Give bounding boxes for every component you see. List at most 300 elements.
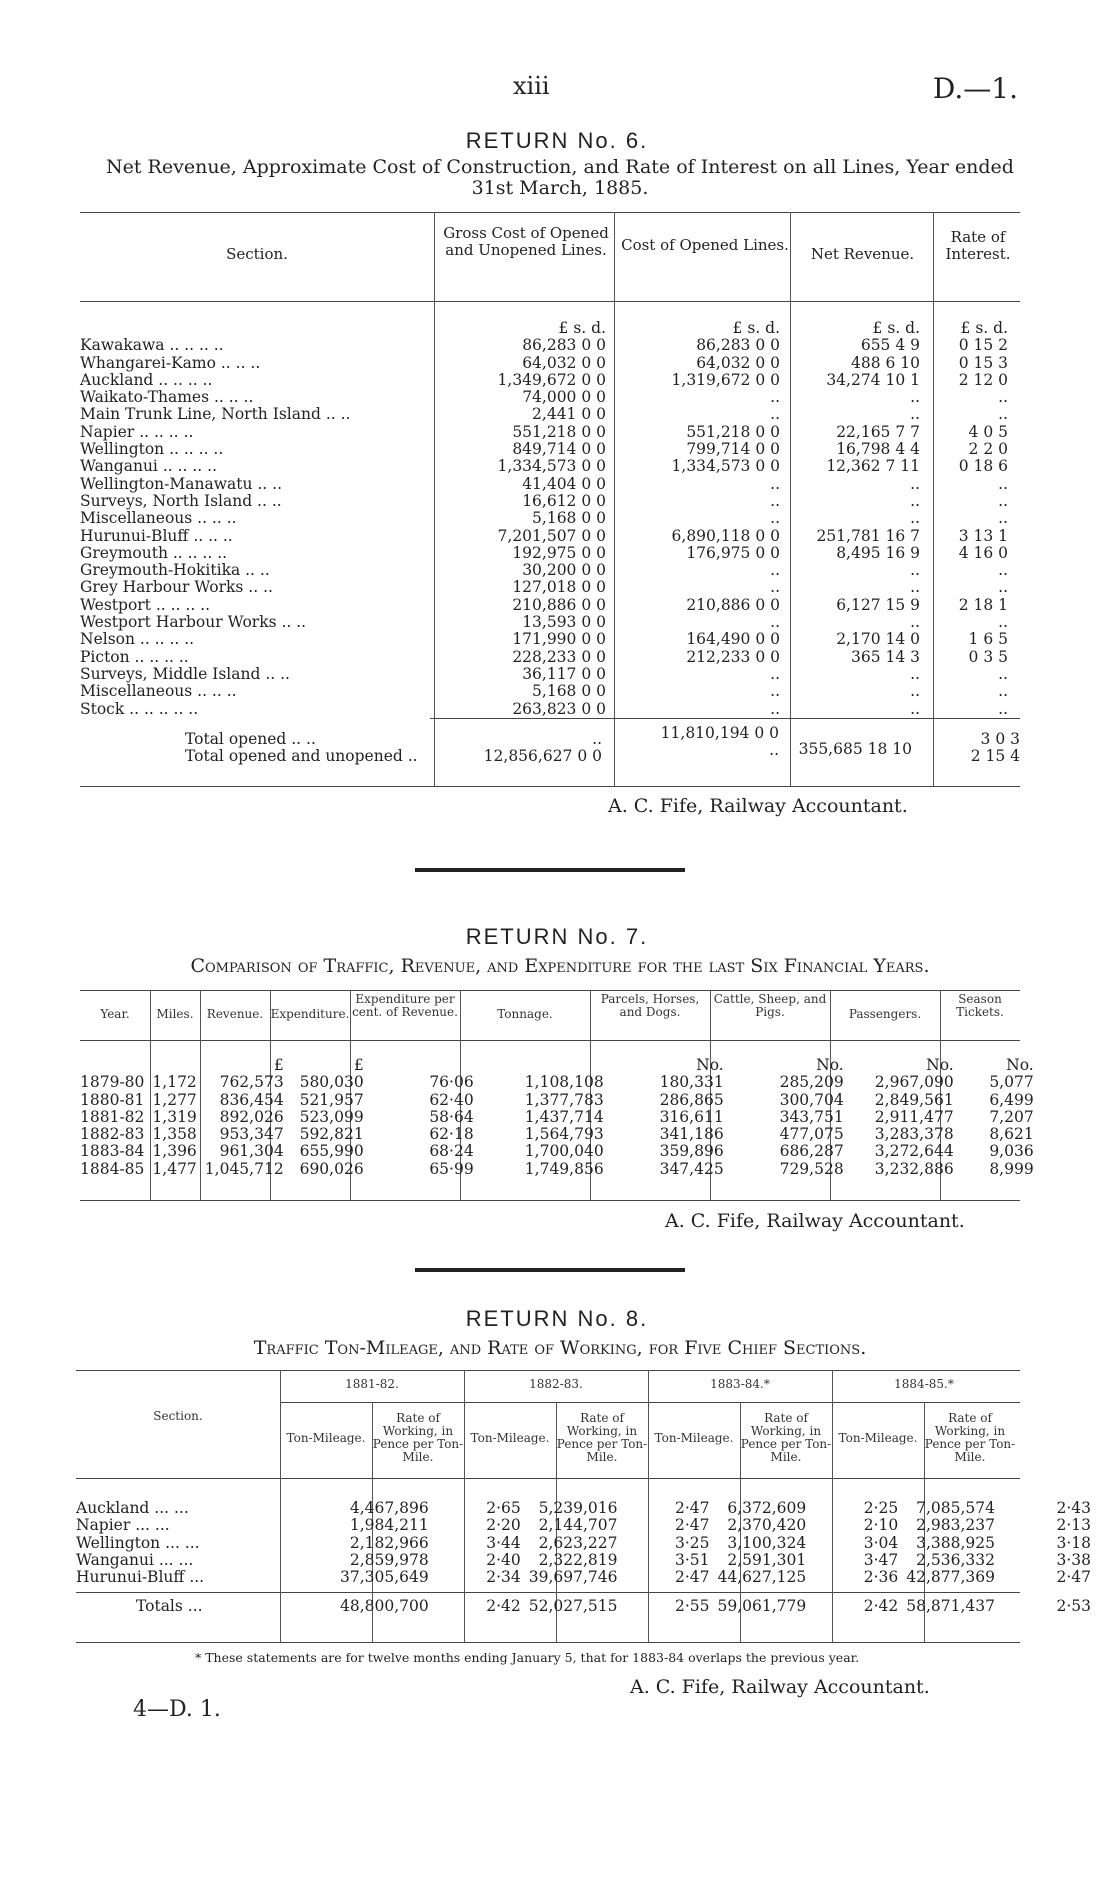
column-header: Ton-Mileage. bbox=[286, 1431, 366, 1445]
table-row bbox=[80, 406, 1008, 423]
table-cell: 2·42 bbox=[486, 1597, 521, 1616]
table-cell: 127,018 0 0 bbox=[512, 578, 606, 597]
table-cell: 1880-81 bbox=[80, 1090, 145, 1109]
return8-title: Traffic Ton-Mileage, and Rate of Working, for Five Chief Sections. bbox=[253, 1337, 867, 1359]
column-header: Rate of Working, in Pence per Ton-Mile. bbox=[372, 1411, 464, 1464]
table-cell: 2·13 bbox=[1056, 1516, 1091, 1535]
table-cell: 74,000 0 0 bbox=[522, 388, 606, 407]
unit-net: £ s. d. bbox=[872, 319, 920, 337]
table-cell: No. bbox=[926, 1056, 954, 1074]
table-cell: .. bbox=[910, 682, 920, 701]
table-cell: 488 6 10 bbox=[850, 353, 920, 372]
table-cell: .. bbox=[998, 682, 1008, 701]
table-cell: 39,697,746 bbox=[528, 1568, 618, 1587]
table-row bbox=[80, 389, 1008, 406]
table-cell: 2·10 bbox=[863, 1516, 899, 1535]
table-cell: .. bbox=[998, 388, 1008, 407]
table-cell: 2,591,301 bbox=[727, 1550, 807, 1569]
column-header: Rate of Working, in Pence per Ton-Mile. bbox=[924, 1411, 1016, 1464]
table-cell: 3,272,644 bbox=[874, 1142, 954, 1161]
section-name: Auckland .. .. .. .. bbox=[80, 370, 213, 389]
table-cell: 2,859,978 bbox=[349, 1550, 429, 1569]
units-row bbox=[80, 1057, 1042, 1074]
table-row bbox=[80, 441, 1008, 458]
table-cell: 41,404 0 0 bbox=[522, 474, 606, 493]
table-cell: 343,751 bbox=[779, 1107, 844, 1126]
table-cell: 2 2 0 bbox=[968, 440, 1008, 459]
unit-gross: £ s. d. bbox=[558, 319, 606, 337]
table-row bbox=[80, 424, 1008, 441]
table-cell: 799,714 0 0 bbox=[686, 440, 780, 459]
table-cell: 86,283 0 0 bbox=[696, 336, 780, 355]
table-cell: 64,032 0 0 bbox=[696, 353, 780, 372]
table-cell: 359,896 bbox=[659, 1142, 724, 1161]
table-row bbox=[80, 649, 1008, 666]
section-name: Westport .. .. .. .. bbox=[80, 595, 211, 614]
table-cell: Hurunui-Bluff ... bbox=[76, 1568, 205, 1587]
table-cell: 4,467,896 bbox=[349, 1499, 429, 1517]
table-cell: .. bbox=[998, 561, 1008, 580]
header-gross-cost: Gross Cost of Opened and Unopened Lines. bbox=[443, 224, 609, 259]
total-all-label: Total opened and unopened .. bbox=[185, 747, 418, 766]
table-cell: .. bbox=[910, 561, 920, 580]
table-cell: 8,621 bbox=[989, 1125, 1034, 1144]
return6-signature: A. C. Fife, Railway Accountant. bbox=[608, 795, 908, 817]
table-cell: Wanganui ... ... bbox=[76, 1550, 194, 1569]
return8-heading: RETURN No. 8. bbox=[465, 1306, 649, 1331]
table-cell: 228,233 0 0 bbox=[512, 647, 606, 666]
table-cell: 316,611 bbox=[659, 1107, 724, 1126]
table-cell: 2,170 14 0 bbox=[836, 630, 920, 649]
table-cell bbox=[482, 1057, 612, 1074]
column-header: Ton-Mileage. bbox=[654, 1431, 734, 1445]
table-row bbox=[76, 1500, 1099, 1517]
table-cell: .. bbox=[770, 561, 780, 580]
unit-cost: £ s. d. bbox=[732, 319, 780, 337]
return7-heading: RETURN No. 7. bbox=[465, 924, 649, 949]
table-cell: 5,168 0 0 bbox=[532, 682, 606, 701]
table-cell: 171,990 0 0 bbox=[512, 630, 606, 649]
table-cell: Auckland ... ... bbox=[76, 1499, 189, 1517]
section-name: Nelson .. .. .. .. bbox=[80, 630, 195, 649]
table-cell: 523,099 bbox=[299, 1107, 364, 1126]
table-cell: 13,593 0 0 bbox=[522, 613, 606, 632]
table-row bbox=[80, 579, 1008, 596]
table-cell: 34,274 10 1 bbox=[826, 370, 920, 389]
header-net-revenue: Net Revenue. bbox=[810, 245, 915, 263]
year-header: 1883-84.* bbox=[710, 1377, 770, 1391]
table-row bbox=[80, 545, 1008, 562]
column-header: Ton-Mileage. bbox=[838, 1431, 918, 1445]
table-cell: Wellington ... ... bbox=[76, 1533, 200, 1552]
table-cell: 44,627,125 bbox=[717, 1568, 807, 1587]
table-cell: 0 15 3 bbox=[958, 353, 1008, 372]
table-cell: 2·36 bbox=[863, 1568, 899, 1587]
table-cell: .. bbox=[998, 491, 1008, 510]
table-cell: 2·25 bbox=[863, 1499, 899, 1517]
table-cell: .. bbox=[998, 578, 1008, 597]
table-cell: .. bbox=[770, 682, 780, 701]
table-cell: .. bbox=[770, 664, 780, 683]
total-opened-label: Total opened .. .. bbox=[185, 730, 316, 748]
table-cell: 1,108,108 bbox=[524, 1073, 604, 1092]
section-name: Surveys, North Island .. .. bbox=[80, 491, 282, 510]
table-cell: 37,305,649 bbox=[340, 1568, 429, 1587]
table-cell: 52,027,515 bbox=[528, 1597, 618, 1616]
table-cell: .. bbox=[770, 613, 780, 632]
table-cell: 1,984,211 bbox=[349, 1516, 429, 1535]
table-cell: 477,075 bbox=[779, 1125, 844, 1144]
section-name: Greymouth .. .. .. .. bbox=[80, 543, 228, 562]
table-cell: 3·38 bbox=[1056, 1550, 1091, 1569]
table-cell: 1,437,714 bbox=[524, 1107, 604, 1126]
section-name: Main Trunk Line, North Island .. .. bbox=[80, 405, 351, 424]
table-cell: .. bbox=[998, 474, 1008, 493]
table-cell: 58,871,437 bbox=[906, 1597, 995, 1616]
table-cell: .. bbox=[770, 474, 780, 493]
section-name: Surveys, Middle Island .. .. bbox=[80, 664, 290, 683]
table-cell: 176,975 0 0 bbox=[686, 543, 780, 562]
table-cell: 2,623,227 bbox=[538, 1533, 618, 1552]
table-row bbox=[80, 614, 1008, 631]
table-cell: 1,564,793 bbox=[524, 1125, 604, 1144]
table-cell: .. bbox=[998, 664, 1008, 683]
table-cell: 58·64 bbox=[429, 1107, 474, 1126]
year-header: 1881-82. bbox=[345, 1377, 399, 1391]
table-cell: 1,277 bbox=[152, 1090, 197, 1109]
column-header: Ton-Mileage. bbox=[470, 1431, 550, 1445]
table-cell: 16,612 0 0 bbox=[522, 491, 606, 510]
table-cell: .. bbox=[998, 613, 1008, 632]
table-cell: 3·18 bbox=[1056, 1533, 1091, 1552]
table-cell: £ bbox=[353, 1056, 364, 1074]
table-cell: 9,036 bbox=[989, 1142, 1034, 1161]
table-cell: 892,026 bbox=[219, 1107, 284, 1126]
table-cell: .. bbox=[770, 699, 780, 718]
table-cell: 1,334,573 0 0 bbox=[671, 457, 780, 476]
table-cell: .. bbox=[770, 578, 780, 597]
table-row bbox=[80, 493, 1008, 510]
total-gross-all: 12,856,627 0 0 bbox=[483, 747, 602, 766]
table-cell: .. bbox=[910, 699, 920, 718]
table-cell: Napier ... ... bbox=[76, 1516, 170, 1535]
table-cell: 836,454 bbox=[219, 1090, 284, 1109]
table-cell: 0 3 5 bbox=[968, 647, 1008, 666]
table-cell: 64,032 0 0 bbox=[522, 353, 606, 372]
table-row bbox=[76, 1535, 1099, 1552]
table-row bbox=[80, 458, 1008, 475]
table-cell: 729,528 bbox=[779, 1159, 844, 1178]
table-cell: 6,890,118 0 0 bbox=[671, 526, 780, 545]
table-cell: 2·40 bbox=[486, 1550, 521, 1569]
table-cell: 3·44 bbox=[486, 1533, 521, 1552]
table-cell: 2,322,819 bbox=[538, 1550, 618, 1569]
year-header: 1882-83. bbox=[529, 1377, 583, 1391]
table-cell: 1,349,672 0 0 bbox=[497, 370, 606, 389]
table-row bbox=[80, 476, 1008, 493]
table-cell: 4 0 5 bbox=[968, 422, 1008, 441]
table-cell: 59,061,779 bbox=[717, 1597, 807, 1616]
table-cell: 1,319,672 0 0 bbox=[671, 370, 780, 389]
total-net-revenue: 355,685 18 10 bbox=[798, 740, 912, 758]
table-cell: .. bbox=[910, 491, 920, 510]
section-name: Wellington .. .. .. .. bbox=[80, 440, 224, 459]
table-cell: 3·25 bbox=[674, 1533, 710, 1552]
table-cell: 686,287 bbox=[779, 1142, 844, 1161]
table-cell: 2,144,707 bbox=[538, 1516, 618, 1535]
table-cell: 2,441 0 0 bbox=[532, 405, 606, 424]
table-cell: 341,186 bbox=[659, 1125, 724, 1144]
table-row bbox=[80, 701, 1008, 718]
table-cell: 65·99 bbox=[429, 1159, 474, 1178]
total-rate-opened: 3 0 3 bbox=[980, 730, 1020, 748]
table-cell: 7,201,507 0 0 bbox=[497, 526, 606, 545]
table-cell: 210,886 0 0 bbox=[512, 595, 606, 614]
table-cell: 251,781 16 7 bbox=[816, 526, 920, 545]
table-cell: 2·55 bbox=[674, 1597, 710, 1616]
table-cell: 42,877,369 bbox=[906, 1568, 995, 1587]
table-cell: 7,207 bbox=[989, 1107, 1034, 1126]
table-cell: 8,999 bbox=[989, 1159, 1034, 1178]
table-row bbox=[80, 1092, 1042, 1109]
column-header: Expenditure. bbox=[270, 1007, 350, 1021]
table-cell: 2,911,477 bbox=[874, 1107, 954, 1126]
total-cost-opened: 11,810,194 0 0 bbox=[660, 724, 779, 742]
table-row bbox=[80, 372, 1008, 389]
section-name: Waikato-Thames .. .. .. bbox=[80, 388, 254, 407]
table-cell: 3,283,378 bbox=[874, 1125, 954, 1144]
table-cell: .. bbox=[910, 474, 920, 493]
table-cell: 2 12 0 bbox=[958, 370, 1008, 389]
table-cell: 2·42 bbox=[863, 1597, 899, 1616]
table-cell: 2,983,237 bbox=[916, 1516, 995, 1535]
table-cell: 521,957 bbox=[299, 1090, 364, 1109]
table-cell: 592,821 bbox=[299, 1125, 364, 1144]
table-cell: 1,045,712 bbox=[204, 1159, 284, 1178]
table-cell: 1882-83 bbox=[80, 1125, 145, 1144]
return6-table bbox=[80, 320, 1008, 718]
table-row bbox=[80, 1074, 1042, 1091]
table-cell: 164,490 0 0 bbox=[686, 630, 780, 649]
table-cell: 2,370,420 bbox=[727, 1516, 807, 1535]
table-cell: .. bbox=[998, 509, 1008, 528]
column-header: Expenditure per cent. of Revenue. bbox=[352, 992, 458, 1019]
header-rate: Rate of Interest. bbox=[945, 228, 1011, 263]
table-cell: 3·04 bbox=[863, 1533, 899, 1552]
totals-row bbox=[76, 1586, 1099, 1615]
table-cell: 2·53 bbox=[1056, 1597, 1091, 1616]
section-name: Kawakawa .. .. .. .. bbox=[80, 336, 224, 355]
table-row bbox=[80, 562, 1008, 579]
section-name: Whangarei-Kamo .. .. .. bbox=[80, 353, 261, 372]
total-cost-all: .. bbox=[769, 741, 779, 760]
table-cell: 6,372,609 bbox=[727, 1499, 807, 1517]
table-row bbox=[80, 337, 1008, 354]
table-cell: .. bbox=[770, 405, 780, 424]
header-section: Section. bbox=[226, 245, 288, 263]
table-cell: 347,425 bbox=[659, 1159, 724, 1178]
table-cell: 1884-85 bbox=[80, 1159, 145, 1178]
table-cell: 7,085,574 bbox=[916, 1499, 995, 1517]
table-cell: 849,714 0 0 bbox=[512, 440, 606, 459]
table-cell: No. bbox=[816, 1056, 844, 1074]
table-cell: 1,477 bbox=[152, 1159, 197, 1178]
table-cell: 36,117 0 0 bbox=[522, 664, 606, 683]
table-cell: 86,283 0 0 bbox=[522, 336, 606, 355]
table-cell: 6,499 bbox=[989, 1090, 1034, 1109]
table-row bbox=[80, 528, 1008, 545]
table-cell: 30,200 0 0 bbox=[522, 561, 606, 580]
table-cell: 3,100,324 bbox=[727, 1533, 807, 1552]
table-cell: Totals ... bbox=[136, 1597, 203, 1616]
table-row bbox=[76, 1552, 1099, 1569]
unit-rate: £ s. d. bbox=[960, 319, 1008, 337]
table-cell: 2·47 bbox=[674, 1499, 710, 1517]
document-code: D.—1. bbox=[932, 72, 1018, 105]
table-cell: 2·65 bbox=[486, 1499, 521, 1517]
table-cell: 655 4 9 bbox=[860, 336, 920, 355]
table-cell: 2·43 bbox=[1056, 1499, 1091, 1517]
table-cell bbox=[152, 1057, 204, 1074]
table-cell: 2·34 bbox=[486, 1568, 521, 1587]
table-cell: 762,573 bbox=[219, 1073, 284, 1092]
table-row bbox=[76, 1569, 1099, 1586]
table-cell: 690,026 bbox=[299, 1159, 364, 1178]
column-header: Season Tickets. bbox=[956, 992, 1004, 1019]
table-cell: 180,331 bbox=[659, 1073, 724, 1092]
table-cell: 210,886 0 0 bbox=[686, 595, 780, 614]
section-name: Hurunui-Bluff .. .. .. bbox=[80, 526, 233, 545]
table-cell: 62·40 bbox=[429, 1090, 474, 1109]
table-cell: .. bbox=[998, 699, 1008, 718]
table-cell: 76·06 bbox=[429, 1073, 474, 1092]
section-name: Grey Harbour Works .. .. bbox=[80, 578, 273, 597]
table-cell: 0 18 6 bbox=[958, 457, 1008, 476]
table-cell: 1 6 5 bbox=[968, 630, 1008, 649]
header-cost-opened: Cost of Opened Lines. bbox=[621, 236, 789, 254]
table-cell: 5,168 0 0 bbox=[532, 509, 606, 528]
table-cell: 3,388,925 bbox=[916, 1533, 995, 1552]
table-cell: 1883-84 bbox=[80, 1142, 145, 1161]
table-cell: .. bbox=[770, 388, 780, 407]
table-cell: 1,319 bbox=[152, 1107, 197, 1126]
table-cell: .. bbox=[910, 664, 920, 683]
table-cell: 365 14 3 bbox=[850, 647, 920, 666]
table-cell: 3·47 bbox=[863, 1550, 899, 1569]
return8-signature: A. C. Fife, Railway Accountant. bbox=[630, 1676, 930, 1698]
table-cell: 2 18 1 bbox=[958, 595, 1008, 614]
table-cell: 8,495 16 9 bbox=[836, 543, 920, 562]
table-cell: 2,849,561 bbox=[874, 1090, 954, 1109]
table-cell: No. bbox=[696, 1056, 724, 1074]
table-cell bbox=[372, 1057, 482, 1074]
table-cell: No. bbox=[1006, 1056, 1034, 1074]
return6-heading: RETURN No. 6. bbox=[465, 128, 649, 153]
table-cell: 2,182,966 bbox=[349, 1533, 429, 1552]
table-cell: 551,218 0 0 bbox=[512, 422, 606, 441]
table-cell: 16,798 4 4 bbox=[836, 440, 920, 459]
table-cell: 1,396 bbox=[152, 1142, 197, 1161]
table-cell: 1,700,040 bbox=[524, 1142, 604, 1161]
table-cell: 1879-80 bbox=[80, 1073, 145, 1092]
column-header: Parcels, Horses, and Dogs. bbox=[600, 992, 700, 1019]
table-cell: 48,800,700 bbox=[340, 1597, 429, 1616]
table-cell: 62·18 bbox=[429, 1125, 474, 1144]
table-cell: .. bbox=[910, 578, 920, 597]
page-number: xiii bbox=[513, 72, 550, 100]
column-header: Year. bbox=[100, 1007, 130, 1021]
table-row bbox=[80, 1143, 1042, 1160]
table-row bbox=[80, 1126, 1042, 1143]
return7-signature: A. C. Fife, Railway Accountant. bbox=[665, 1210, 965, 1232]
table-cell: 953,347 bbox=[219, 1125, 284, 1144]
table-cell: 2·20 bbox=[486, 1516, 521, 1535]
return8-table bbox=[76, 1500, 1099, 1616]
table-cell: 192,975 0 0 bbox=[512, 543, 606, 562]
table-row bbox=[76, 1517, 1099, 1534]
column-header: Tonnage. bbox=[497, 1007, 553, 1021]
table-cell: £ bbox=[273, 1056, 284, 1074]
column-header: Section. bbox=[153, 1409, 203, 1423]
table-cell: 1,334,573 0 0 bbox=[497, 457, 606, 476]
table-row bbox=[80, 666, 1008, 683]
table-cell: 1881-82 bbox=[80, 1107, 145, 1126]
table-cell: 2·47 bbox=[1056, 1568, 1091, 1587]
page-footer: 4—D. 1. bbox=[133, 1697, 221, 1722]
column-header: Passengers. bbox=[848, 1007, 922, 1021]
table-cell: 961,304 bbox=[219, 1142, 284, 1161]
table-cell: 4 16 0 bbox=[958, 543, 1008, 562]
section-name: Wanganui .. .. .. .. bbox=[80, 457, 218, 476]
total-gross-opened: .. bbox=[592, 730, 602, 748]
table-cell bbox=[80, 1057, 152, 1074]
table-row bbox=[80, 683, 1008, 700]
table-cell: 0 15 2 bbox=[958, 336, 1008, 355]
table-cell: 2,967,090 bbox=[874, 1073, 954, 1092]
table-cell: 3·51 bbox=[674, 1550, 710, 1569]
table-cell: 655,990 bbox=[299, 1142, 364, 1161]
table-cell: 285,209 bbox=[779, 1073, 844, 1092]
section-name: Picton .. .. .. .. bbox=[80, 647, 189, 666]
return7-table bbox=[80, 1057, 1042, 1178]
table-row bbox=[80, 631, 1008, 648]
section-name: Stock .. .. .. .. .. bbox=[80, 699, 199, 718]
table-cell: .. bbox=[910, 509, 920, 528]
total-rate-all: 2 15 4 bbox=[970, 747, 1020, 766]
table-row bbox=[80, 355, 1008, 372]
table-cell: 3,232,886 bbox=[874, 1159, 954, 1178]
table-cell: 1,358 bbox=[152, 1125, 197, 1144]
table-cell: 1,172 bbox=[152, 1073, 197, 1092]
return6-title: Net Revenue, Approximate Cost of Construction, and Rate of Interest on all Lines, Year ended 31st March, 1885. bbox=[106, 156, 1014, 199]
table-cell: 5,077 bbox=[989, 1073, 1034, 1092]
table-cell: .. bbox=[910, 405, 920, 424]
table-cell: 1,749,856 bbox=[524, 1159, 604, 1178]
table-cell: 580,030 bbox=[299, 1073, 364, 1092]
table-cell: 68·24 bbox=[429, 1142, 474, 1161]
table-cell: 212,233 0 0 bbox=[686, 647, 780, 666]
year-header: 1884-85.* bbox=[894, 1377, 954, 1391]
table-cell: 22,165 7 7 bbox=[836, 422, 920, 441]
table-cell: 2·47 bbox=[674, 1568, 710, 1587]
column-header: Miles. bbox=[156, 1007, 194, 1021]
section-name: Westport Harbour Works .. .. bbox=[80, 613, 307, 632]
table-cell: .. bbox=[910, 388, 920, 407]
table-cell: 6,127 15 9 bbox=[836, 595, 920, 614]
table-row bbox=[80, 510, 1008, 527]
table-cell: 5,239,016 bbox=[538, 1499, 618, 1517]
table-cell: 551,218 0 0 bbox=[686, 422, 780, 441]
